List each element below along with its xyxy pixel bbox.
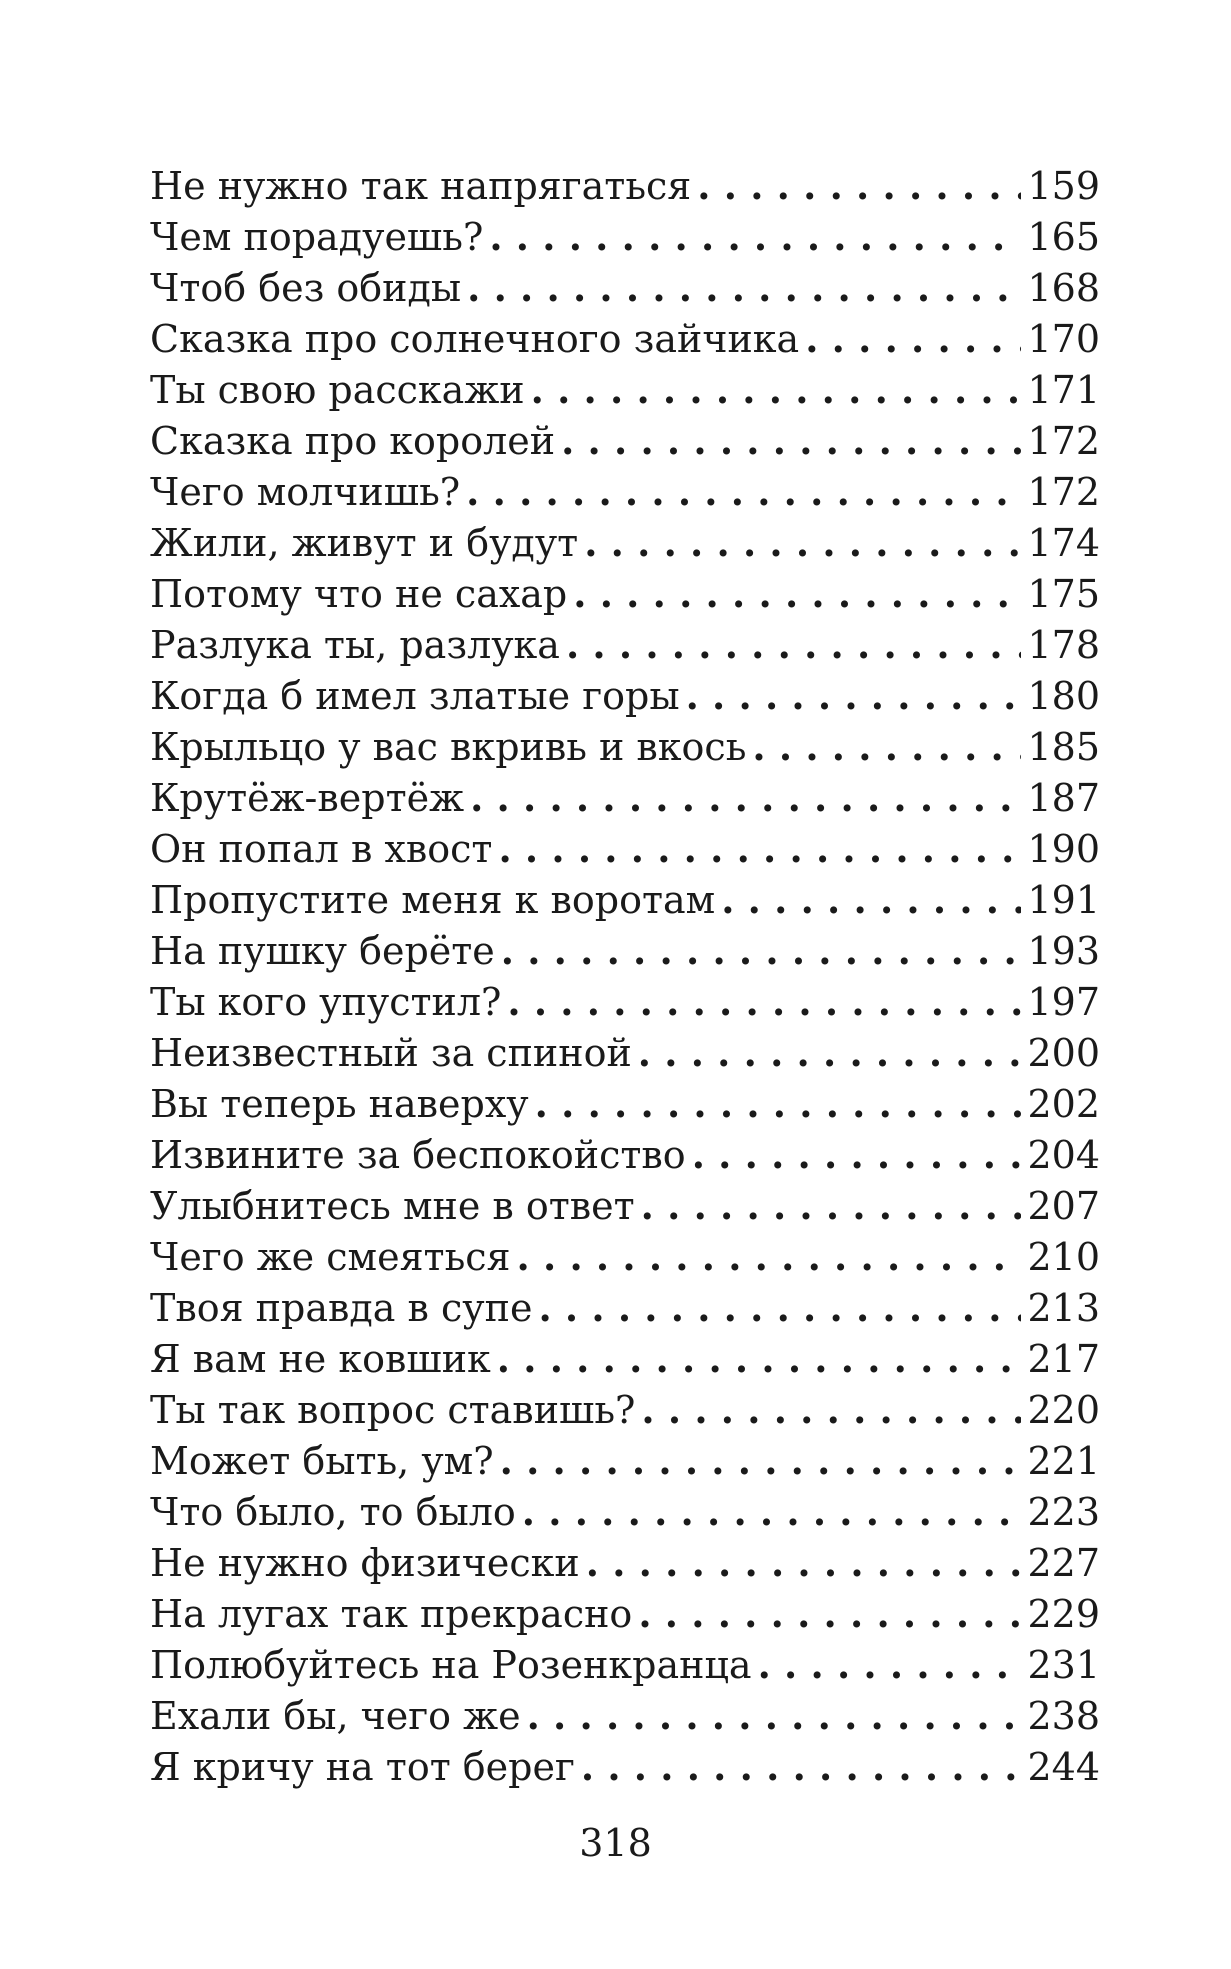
toc-dot-leader [638, 1027, 1022, 1078]
toc-entry [150, 262, 1100, 313]
toc-entry-page: 172 [1027, 470, 1100, 514]
toc-entry-page: 244 [1027, 1745, 1100, 1789]
toc-entry [150, 1333, 1100, 1384]
toc-dot-leader [531, 364, 1022, 415]
toc-entry-title: Не нужно физически [150, 1541, 580, 1585]
toc-dot-leader [466, 466, 1021, 517]
toc-entry-page: 187 [1027, 776, 1100, 820]
toc-entry-title: Чтоб без обиды [150, 266, 462, 310]
toc-entry-title: Я вам не ковшик [150, 1337, 491, 1381]
toc-dot-leader [522, 1486, 1022, 1537]
toc-entry [150, 1435, 1100, 1486]
toc-entry [150, 1282, 1100, 1333]
toc-entry-title: Когда б имел златые горы [150, 674, 680, 718]
toc-entry [150, 160, 1100, 211]
toc-entry-page: 229 [1027, 1592, 1100, 1636]
toc-entry-page: 207 [1027, 1184, 1100, 1228]
toc-entry-title: Ты кого упустил? [150, 980, 502, 1024]
toc-dot-leader [535, 1078, 1022, 1129]
toc-dot-leader [584, 517, 1021, 568]
toc-entry-title: На пушку берёте [150, 929, 495, 973]
toc-dot-leader [489, 211, 1021, 262]
toc-dot-leader [538, 1282, 1021, 1333]
toc-entry [150, 466, 1100, 517]
toc-entry-title: Сказка про солнечного зайчика [150, 317, 800, 361]
toc-entry-page: 159 [1027, 164, 1100, 208]
toc-entry-title: Чего же смеяться [150, 1235, 511, 1279]
toc-entry-page: 200 [1027, 1031, 1100, 1075]
toc-dot-leader [500, 1435, 1022, 1486]
toc-entry-title: Жили, живут и будут [150, 521, 579, 565]
toc-entry [150, 517, 1100, 568]
toc-entry-title: Пропустите меня к воротам [150, 878, 716, 922]
toc-entry [150, 415, 1100, 466]
toc-entry-title: Чего молчишь? [150, 470, 461, 514]
toc-entry-page: 165 [1027, 215, 1100, 259]
toc-dot-leader [566, 619, 1022, 670]
toc-entry [150, 211, 1100, 262]
toc-entry-page: 171 [1027, 368, 1100, 412]
toc-entry-title: Улыбнитесь мне в ответ [150, 1184, 635, 1228]
toc-entry-page: 204 [1027, 1133, 1100, 1177]
toc-dot-leader [638, 1588, 1021, 1639]
toc-entry [150, 619, 1100, 670]
toc-entry [150, 670, 1100, 721]
toc-entry-page: 175 [1027, 572, 1100, 616]
toc-entry-page: 197 [1027, 980, 1100, 1024]
toc-dot-leader [692, 1129, 1022, 1180]
toc-entry-page: 223 [1027, 1490, 1100, 1534]
toc-entry [150, 1027, 1100, 1078]
toc-dot-leader [805, 313, 1021, 364]
toc-entry [150, 925, 1100, 976]
toc-entry [150, 568, 1100, 619]
toc-entry [150, 1129, 1100, 1180]
toc-entry-title: Крыльцо у вас вкривь и вкось [150, 725, 747, 769]
toc-dot-leader [470, 772, 1021, 823]
toc-dot-leader [721, 874, 1021, 925]
toc-entry-page: 168 [1027, 266, 1100, 310]
toc-dot-leader [467, 262, 1021, 313]
toc-entry-title: Может быть, ум? [150, 1439, 494, 1483]
toc-entry-title: Вы теперь наверху [150, 1082, 529, 1126]
page-number: 318 [579, 1821, 652, 1865]
toc-entry-page: 191 [1027, 878, 1100, 922]
toc-entry-title: Ехали бы, чего же [150, 1694, 521, 1738]
toc-entry-title: Чем порадуешь? [150, 215, 484, 259]
toc-entry-title: Неизвестный за спиной [150, 1031, 632, 1075]
toc-entry-title: Разлука ты, разлука [150, 623, 560, 667]
toc-entry-page: 213 [1027, 1286, 1100, 1330]
toc-entry-page: 227 [1027, 1541, 1100, 1585]
toc-entry-page: 202 [1027, 1082, 1100, 1126]
toc-dot-leader [641, 1384, 1021, 1435]
toc-entry-title: Извините за беспокойство [150, 1133, 686, 1177]
toc-dot-leader [581, 1741, 1022, 1792]
table-of-contents [150, 160, 1100, 1792]
toc-entry-title: Сказка про королей [150, 419, 556, 463]
toc-entry [150, 874, 1100, 925]
toc-entry [150, 313, 1100, 364]
toc-entry-page: 193 [1027, 929, 1100, 973]
toc-entry-page: 178 [1027, 623, 1100, 667]
toc-entry-title: Что было, то было [150, 1490, 516, 1534]
toc-dot-leader [561, 415, 1021, 466]
toc-entry-title: Твоя правда в супе [150, 1286, 533, 1330]
toc-entry [150, 976, 1100, 1027]
toc-entry [150, 1741, 1100, 1792]
toc-entry [150, 1537, 1100, 1588]
toc-dot-leader [573, 568, 1021, 619]
toc-entry-title: Крутёж-вертёж [150, 776, 465, 820]
toc-entry [150, 1231, 1100, 1282]
toc-entry-title: Полюбуйтесь на Розенкранца [150, 1643, 752, 1687]
toc-entry [150, 1384, 1100, 1435]
toc-dot-leader [586, 1537, 1022, 1588]
toc-entry [150, 1639, 1100, 1690]
toc-entry [150, 823, 1100, 874]
toc-entry-page: 170 [1027, 317, 1100, 361]
toc-entry [150, 721, 1100, 772]
toc-dot-leader [641, 1180, 1022, 1231]
toc-entry-title: Ты свою расскажи [150, 368, 525, 412]
toc-dot-leader [498, 823, 1021, 874]
toc-entry-title: Ты так вопрос ставишь? [150, 1388, 636, 1432]
toc-dot-leader [507, 976, 1021, 1027]
toc-dot-leader [697, 160, 1021, 211]
toc-entry [150, 772, 1100, 823]
toc-dot-leader [501, 925, 1022, 976]
toc-dot-leader [497, 1333, 1022, 1384]
toc-entry-title: Он попал в хвост [150, 827, 493, 871]
toc-dot-leader [517, 1231, 1022, 1282]
toc-entry-page: 238 [1027, 1694, 1100, 1738]
toc-entry [150, 1690, 1100, 1741]
toc-entry-page: 210 [1027, 1235, 1100, 1279]
toc-entry-page: 220 [1027, 1388, 1100, 1432]
toc-entry [150, 1486, 1100, 1537]
toc-entry-page: 221 [1027, 1439, 1100, 1483]
toc-entry-page: 190 [1027, 827, 1100, 871]
toc-entry [150, 1078, 1100, 1129]
toc-entry-page: 180 [1027, 674, 1100, 718]
toc-entry-title: Не нужно так напрягаться [150, 164, 692, 208]
toc-dot-leader [686, 670, 1022, 721]
toc-dot-leader [752, 721, 1021, 772]
toc-entry [150, 1588, 1100, 1639]
toc-entry [150, 364, 1100, 415]
toc-entry-page: 172 [1027, 419, 1100, 463]
toc-entry-page: 185 [1027, 725, 1100, 769]
toc-entry-page: 174 [1027, 521, 1100, 565]
toc-entry-title: На лугах так прекрасно [150, 1592, 633, 1636]
toc-dot-leader [758, 1639, 1022, 1690]
toc-entry [150, 1180, 1100, 1231]
toc-entry-title: Я кричу на тот берег [150, 1745, 575, 1789]
toc-entry-page: 217 [1027, 1337, 1100, 1381]
toc-entry-title: Потому что не сахар [150, 572, 568, 616]
toc-entry-page: 231 [1027, 1643, 1100, 1687]
toc-dot-leader [527, 1690, 1022, 1741]
